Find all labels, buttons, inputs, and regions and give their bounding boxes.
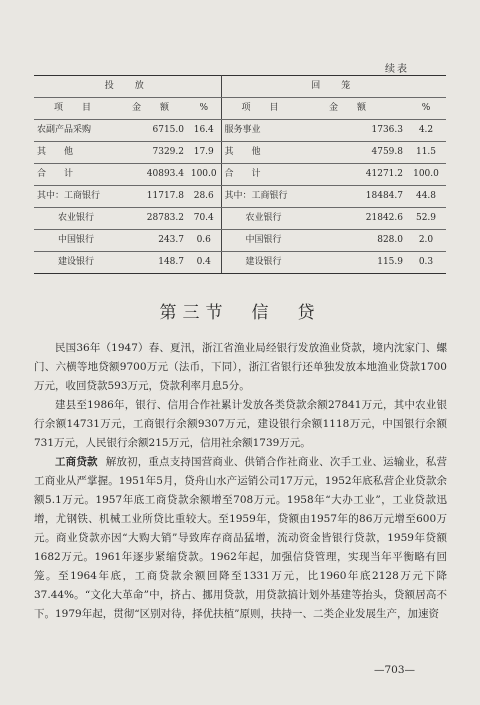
group-return: 回 笼 <box>221 76 446 98</box>
cell-amount: 828.0 <box>326 230 406 252</box>
cell-pct: 16.4 <box>187 120 221 142</box>
table-row <box>34 208 446 230</box>
section-title: 第三节 信 贷 <box>159 303 321 323</box>
cell-amount: 11717.8 <box>129 186 187 208</box>
cell-item: 农业银行 <box>34 208 129 230</box>
cell-pct: 100.0 <box>406 164 446 186</box>
table-group-header <box>34 76 446 98</box>
cell-item: 中国银行 <box>221 230 326 252</box>
credit-table <box>34 75 446 274</box>
table-row <box>34 230 446 252</box>
cell-pct: 2.0 <box>406 230 446 252</box>
col-pct-right: % <box>406 98 446 120</box>
cell-item: 建设银行 <box>34 252 129 274</box>
cell-pct: 28.6 <box>187 186 221 208</box>
cell-amount: 4759.8 <box>326 142 406 164</box>
cell-item: 其中：工商银行 <box>221 186 326 208</box>
table-column-header <box>34 98 446 120</box>
table-row <box>34 252 446 274</box>
cell-amount: 148.7 <box>129 252 187 274</box>
cell-amount: 1736.3 <box>326 120 406 142</box>
cell-item: 其中：工商银行 <box>34 186 129 208</box>
col-item-right: 项 目 <box>221 98 326 120</box>
cell-pct: 11.5 <box>406 142 446 164</box>
paragraph-3-text: 解放初，重点支持国营商业、供销合作社商业、次手工业、运输业，私营工商业从严掌握。1951年5月，贷舟山水产运销公司17万元，1952年底私营企业贷款余额5.1万元。1957年底工商贷款余额增至708万元。1958年“大办工业”，工业贷款迅增，尤钢铁、机械工业所贷比重较大。至1959年，贷额由1957年的86万元增至600万元。商业贷款亦因“大购大销”导致库存商品猛增，流动资金皆银行贷款，1959年贷额1682万元。1961年逐步紧缩贷款。1962年起，加强信贷管理，实现当年平衡略有回笼。至1964年底，工商贷款余额回降至1331万元，比1960年底2128万元下降37.44%。“文化大革命”中，挤占、挪用贷款，用贷款搞计划外基建等抬头，贷额居高不下。1979年起，贯彻“区别对待，择优扶植”原则，扶持一、二类企业发展生产，加速资 <box>34 456 448 620</box>
paragraph-keyword: 工商贷款 <box>55 456 98 468</box>
cell-amount: 40893.4 <box>129 164 187 186</box>
table-row <box>34 120 446 142</box>
cell-item: 中国银行 <box>34 230 129 252</box>
cell-amount: 28783.2 <box>129 208 187 230</box>
cell-item: 农副产品采购 <box>34 120 129 142</box>
cell-pct: 70.4 <box>187 208 221 230</box>
col-item-left: 项 目 <box>34 98 129 120</box>
cell-item: 其 他 <box>221 142 326 164</box>
cell-pct: 0.4 <box>187 252 221 274</box>
cell-item: 合 计 <box>34 164 129 186</box>
cell-amount: 18484.7 <box>326 186 406 208</box>
col-amount-left: 金 额 <box>129 98 187 120</box>
paragraph-3 <box>34 453 447 624</box>
cell-amount: 115.9 <box>326 252 406 274</box>
cell-pct: 52.9 <box>406 208 446 230</box>
cell-pct: 0.3 <box>406 252 446 274</box>
cell-pct: 4.2 <box>406 120 446 142</box>
col-amount-right: 金 额 <box>326 98 406 120</box>
continued-label: 续表 <box>385 64 409 75</box>
paragraph-1: 民国36年（1947）春、夏汛，浙江省渔业局经银行发放渔业贷款，境内沈家门、螺门、六横等地贷额9700万元（法币，下同），浙江省银行还单独发放本地渔业贷款1700万元，收回贷款593万元，贷款利率月息5分。 <box>34 342 447 392</box>
table-row <box>34 186 446 208</box>
cell-pct: 100.0 <box>187 164 221 186</box>
cell-amount: 243.7 <box>129 230 187 252</box>
cell-pct: 44.8 <box>406 186 446 208</box>
cell-item: 其 他 <box>34 142 129 164</box>
cell-amount: 6715.0 <box>129 120 187 142</box>
cell-item: 服务事业 <box>221 120 326 142</box>
cell-amount: 21842.6 <box>326 208 406 230</box>
paragraph-2: 建县至1986年，银行、信用合作社累计发放各类贷款余额27841万元，其中农业银行余额14731万元，工商银行余额9307万元，建设银行余额1118万元，中国银行余额731万元，人民银行余额215万元，信用社余额1739万元。 <box>34 399 447 449</box>
cell-amount: 7329.2 <box>129 142 187 164</box>
table-row-total <box>34 164 446 186</box>
cell-pct: 17.9 <box>187 142 221 164</box>
cell-item: 建设银行 <box>221 252 326 274</box>
group-invest: 投 放 <box>34 76 221 98</box>
cell-item: 农业银行 <box>221 208 326 230</box>
page-number: —703— <box>373 664 415 676</box>
cell-pct: 0.6 <box>187 230 221 252</box>
col-pct-left: % <box>187 98 221 120</box>
table-row <box>34 142 446 164</box>
cell-item: 合 计 <box>221 164 326 186</box>
cell-amount: 41271.2 <box>326 164 406 186</box>
